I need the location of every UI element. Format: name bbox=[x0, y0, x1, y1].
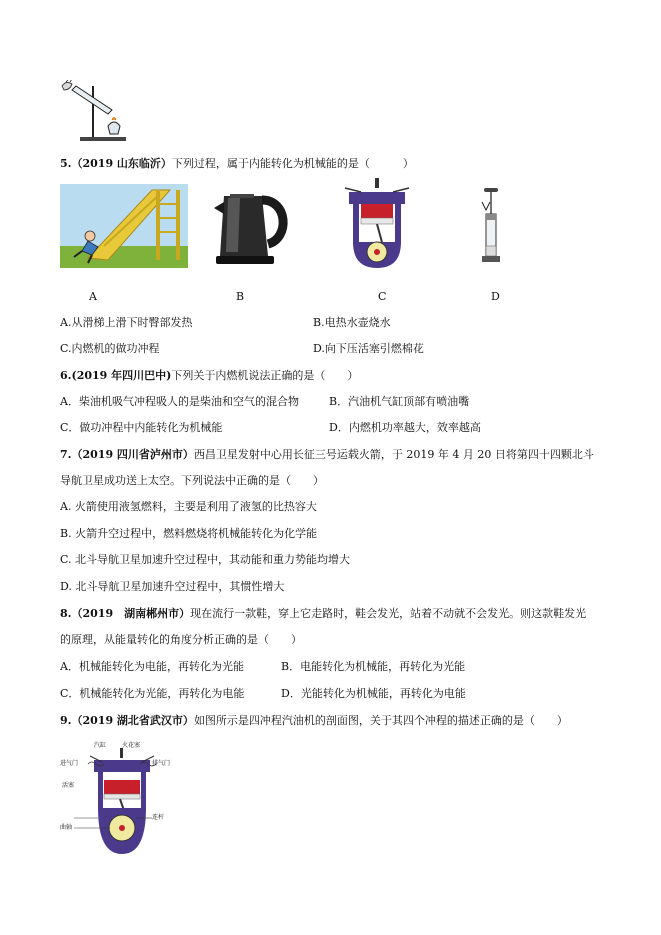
figure-label-c: C bbox=[378, 290, 387, 303]
figure-label-b: B bbox=[236, 290, 245, 303]
q7-stem: 7.（2019 四川省泸州市）西昌卫星发射中心用长征三号运载火箭，于 2019 年 4 月 20 日将第四十四颗北斗 bbox=[60, 448, 594, 461]
q6-option-a: A．柴油机吸气冲程吸人的是柴油和空气的混合物 bbox=[60, 395, 299, 408]
q5-option-c: C.内燃机的做功冲程 bbox=[60, 342, 160, 355]
engine-label-crankshaft: 曲轴 bbox=[60, 824, 73, 831]
q7-option-a: A. 火箭使用液氢燃料，主要是利用了液氢的比热容大 bbox=[60, 500, 317, 513]
q9-stem: 9.（2019 湖北省武汉市）如图所示是四冲程汽油机的剖面图，关于其四个冲程的描述正确的是（ ） bbox=[60, 714, 568, 727]
q8-stem-continued: 的原理，从能量转化的角度分析正确的是（ ） bbox=[60, 633, 302, 646]
q5-option-d: D.向下压活塞引燃棉花 bbox=[313, 342, 424, 355]
q7-option-d: D. 北斗导航卫星加速升空过程中，其惯性增大 bbox=[60, 580, 285, 593]
q8-option-b: B．电能转化为机械能，再转化为光能 bbox=[281, 660, 466, 673]
engine-label-cylinder: 汽缸 bbox=[94, 742, 107, 749]
q6-option-c: C．做功冲程中内能转化为机械能 bbox=[60, 421, 223, 434]
q7-option-b: B. 火箭升空过程中，燃料燃烧将机械能转化为化学能 bbox=[60, 527, 318, 540]
q6-option-d: D．内燃机功率越大，效率越高 bbox=[329, 421, 481, 434]
q8-option-a: A．机械能转化为电能，再转化为光能 bbox=[60, 660, 244, 673]
figure-label-d: D bbox=[491, 290, 500, 303]
q8-stem: 8.（2019 湖南郴州市）现在流行一款鞋，穿上它走路时，鞋会发光，站着不动就不会发光。则这款鞋发光 bbox=[60, 607, 587, 620]
q8-option-d: D．光能转化为机械能，再转化为电能 bbox=[281, 687, 466, 700]
engine-label-exhaust: 排气门 bbox=[152, 760, 171, 767]
four-stroke-engine-diagram bbox=[60, 742, 172, 858]
engine-label-spark-plug: 火花塞 bbox=[122, 742, 141, 749]
figure-label-a: A bbox=[89, 290, 97, 303]
engine-cross-section-figure-c bbox=[343, 178, 411, 270]
q6-option-b: B．汽油机气缸顶部有喷油嘴 bbox=[329, 395, 470, 408]
q7-stem-continued: 导航卫星成功送上太空。下列说法中正确的是（ ） bbox=[60, 474, 324, 487]
heating-apparatus-figure bbox=[58, 80, 130, 146]
engine-label-intake: 进气门 bbox=[60, 760, 79, 767]
q5-option-b: B.电热水壶烧水 bbox=[313, 316, 391, 329]
q7-option-c: C. 北斗导航卫星加速升空过程中，其动能和重力势能均增大 bbox=[60, 553, 351, 566]
engine-label-connecting-rod: 连杆 bbox=[152, 814, 165, 821]
q5-option-a: A.从滑梯上滑下时臀部发热 bbox=[60, 316, 193, 329]
slide-figure bbox=[60, 184, 188, 268]
engine-label-piston: 活塞 bbox=[62, 782, 75, 789]
electric-kettle-figure bbox=[210, 186, 296, 266]
q8-option-c: C．机械能转化为光能，再转化为电能 bbox=[60, 687, 245, 700]
air-compression-pump-figure bbox=[478, 188, 504, 264]
q5-stem: 5.（2019 山东临沂）下列过程，属于内能转化为机械能的是（ ） bbox=[60, 157, 414, 170]
q6-stem: 6.(2019 年四川巴中)下列关于内燃机说法正确的是（ ） bbox=[60, 369, 359, 382]
